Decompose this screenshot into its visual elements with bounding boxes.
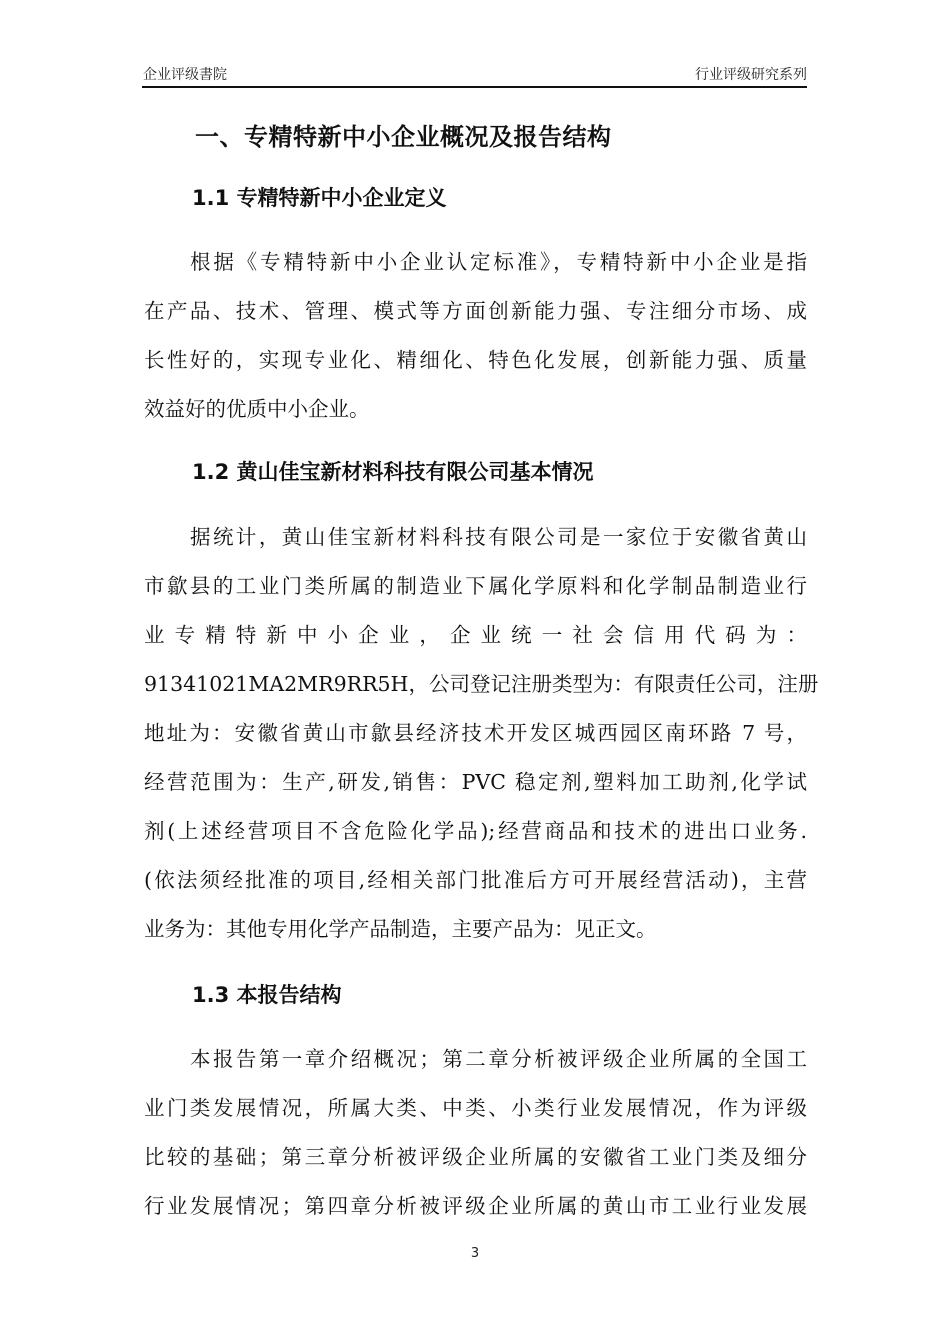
header-divider xyxy=(142,86,807,88)
paragraph-line: 本报告第一章介绍概况；第二章分析被评级企业所属的全国工 xyxy=(190,1047,807,1071)
paragraph-line: 市歙县的工业门类所属的制造业下属化学原料和化学制品制造业行 xyxy=(144,574,807,598)
header-publisher: 企业评级書院 xyxy=(143,67,227,83)
paragraph-line: 业务为：其他专用化学产品制造，主要产品为：见正文。 xyxy=(144,917,657,941)
section-heading-1-1: 1.1 专精特新中小企业定义 xyxy=(192,186,447,210)
section-heading-1-2: 1.2 黄山佳宝新材料科技有限公司基本情况 xyxy=(192,460,594,484)
paragraph-line: (依法须经批准的项目,经相关部门批准后方可开展经营活动)，主营 xyxy=(144,868,807,892)
paragraph-line: 业门类发展情况，所属大类、中类、小类行业发展情况，作为评级 xyxy=(144,1096,807,1120)
paragraph-line: 根据《专精特新中小企业认定标准》，专精特新中小企业是指 xyxy=(190,250,807,274)
paragraph-line: 长性好的，实现专业化、精细化、特色化发展，创新能力强、质量 xyxy=(144,348,807,372)
paragraph-line: 据统计，黄山佳宝新材料科技有限公司是一家位于安徽省黄山 xyxy=(190,525,807,549)
paragraph-line: 91341021MA2MR9RR5H，公司登记注册类型为：有限责任公司，注册 xyxy=(144,672,819,696)
chapter-title: 一、专精特新中小企业概况及报告结构 xyxy=(195,123,612,151)
header-series: 行业评级研究系列 xyxy=(695,67,807,83)
paragraph-line: 地址为：安徽省黄山市歙县经济技术开发区城西园区南环路 7 号， xyxy=(144,721,807,745)
page-number: 3 xyxy=(470,1246,480,1261)
paragraph-line: 比较的基础；第三章分析被评级企业所属的安徽省工业门类及细分 xyxy=(144,1145,807,1169)
paragraph-line: 在产品、技术、管理、模式等方面创新能力强、专注细分市场、成 xyxy=(144,299,807,323)
paragraph-line: 行业发展情况；第四章分析被评级企业所属的黄山市工业行业发展 xyxy=(144,1194,807,1218)
section-heading-1-3: 1.3 本报告结构 xyxy=(192,983,342,1007)
paragraph-line: 效益好的优质中小企业。 xyxy=(144,397,370,421)
paragraph-line: 经营范围为：生产,研发,销售：PVC 稳定剂,塑料加工助剂,化学试 xyxy=(144,770,807,794)
paragraph-line: 业专精特新中小企业，企业统一社会信用代码为： xyxy=(144,623,807,647)
paragraph-line: 剂(上述经营项目不含危险化学品);经营商品和技术的进出口业务. xyxy=(144,819,807,843)
